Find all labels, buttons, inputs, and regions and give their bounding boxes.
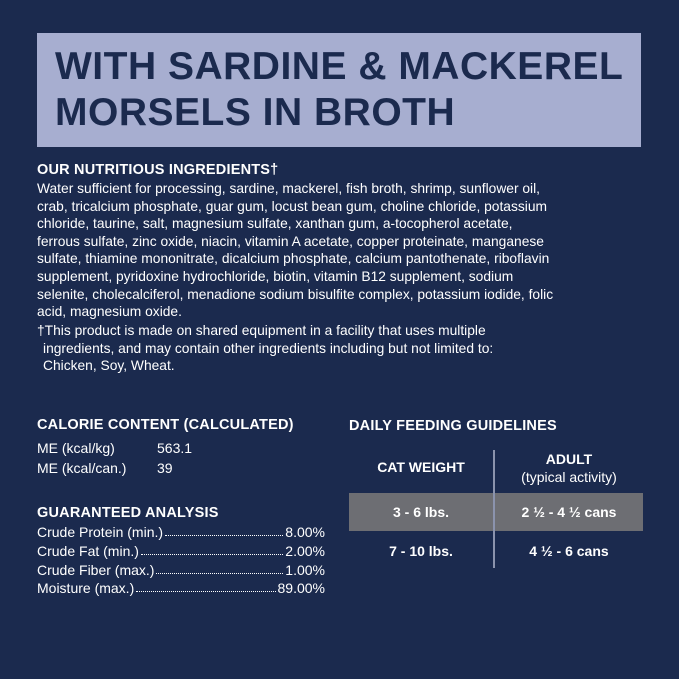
calorie-value: 563.1 xyxy=(157,440,193,456)
analysis-label: Moisture (max.) xyxy=(37,580,135,596)
ingredients-line: chloride, taurine, salt, magnesium sulfate, xanthan gum, a-tocopherol acetate, xyxy=(37,216,513,232)
analysis-row xyxy=(37,543,325,559)
ingredients-line: Water sufficient for processing, sardine, mackerel, fish broth, shrimp, sunflower oil, xyxy=(37,181,541,196)
analysis-value: 1.00% xyxy=(285,562,325,578)
feeding-weight: 7 - 10 lbs. xyxy=(389,543,453,559)
calorie-row xyxy=(37,440,193,456)
feeding-heading: DAILY FEEDING GUIDELINES xyxy=(349,418,557,434)
ingredients-line: ferrous sulfate, zinc oxide, niacin, vitamin A acetate, copper proteinate, manganese xyxy=(37,233,544,249)
analysis-row xyxy=(37,562,325,578)
feeding-weight: 3 - 6 lbs. xyxy=(392,504,450,520)
title-line-1: WITH SARDINE & MACKEREL xyxy=(55,45,624,88)
col-header-adult: ADULT xyxy=(545,451,593,467)
analysis-value: 2.00% xyxy=(285,543,325,559)
ingredients-line: acid, magnesium oxide. xyxy=(37,304,182,320)
note-line: ingredients, and may contain other ingredients including but not limited to: xyxy=(43,340,494,356)
analysis-value: 8.00% xyxy=(285,524,325,540)
note-line: Chicken, Soy, Wheat. xyxy=(43,358,175,374)
title-banner xyxy=(37,33,641,147)
note-line: †This product is made on shared equipment in a facility that uses multiple xyxy=(37,323,486,338)
calorie-label: ME (kcal/can.) xyxy=(37,460,127,476)
analysis-label: Crude Fat (min.) xyxy=(37,543,139,559)
ingredients-line: sulfate, thiamine mononitrate, dicalcium phosphate, calcium pantothenate, riboflavin xyxy=(37,251,550,267)
col-header-weight: CAT WEIGHT xyxy=(377,459,465,475)
analysis-label: Crude Fiber (max.) xyxy=(37,562,155,578)
allergen-note xyxy=(37,322,647,375)
calorie-heading: CALORIE CONTENT (CALCULATED) xyxy=(37,417,294,433)
col-header-adult-sub: (typical activity) xyxy=(521,469,617,485)
calorie-value: 39 xyxy=(157,460,173,476)
feeding-amount: 4 ½ - 6 cans xyxy=(529,543,609,559)
calorie-row xyxy=(37,460,173,476)
ingredients-heading: OUR NUTRITIOUS INGREDIENTS† xyxy=(37,162,279,178)
analysis-row xyxy=(37,524,325,540)
calorie-label: ME (kcal/kg) xyxy=(37,440,115,456)
analysis-heading: GUARANTEED ANALYSIS xyxy=(37,505,219,521)
feeding-amount: 2 ½ - 4 ½ cans xyxy=(521,504,617,520)
ingredients-line: crab, tricalcium phosphate, guar gum, locust bean gum, choline chloride, potassium xyxy=(37,198,547,214)
analysis-label: Crude Protein (min.) xyxy=(37,524,164,540)
title-line-2: MORSELS IN BROTH xyxy=(55,91,456,134)
ingredients-line: selenite, cholecalciferol, menadione sodium bisulfite complex, potassium iodide, folic xyxy=(37,286,554,302)
ingredients-line: supplement, pyridoxine hydrochloride, biotin, vitamin B12 supplement, sodium xyxy=(37,268,514,284)
ingredients-list xyxy=(37,180,647,321)
analysis-value: 89.00% xyxy=(277,580,325,596)
analysis-row xyxy=(37,580,325,596)
